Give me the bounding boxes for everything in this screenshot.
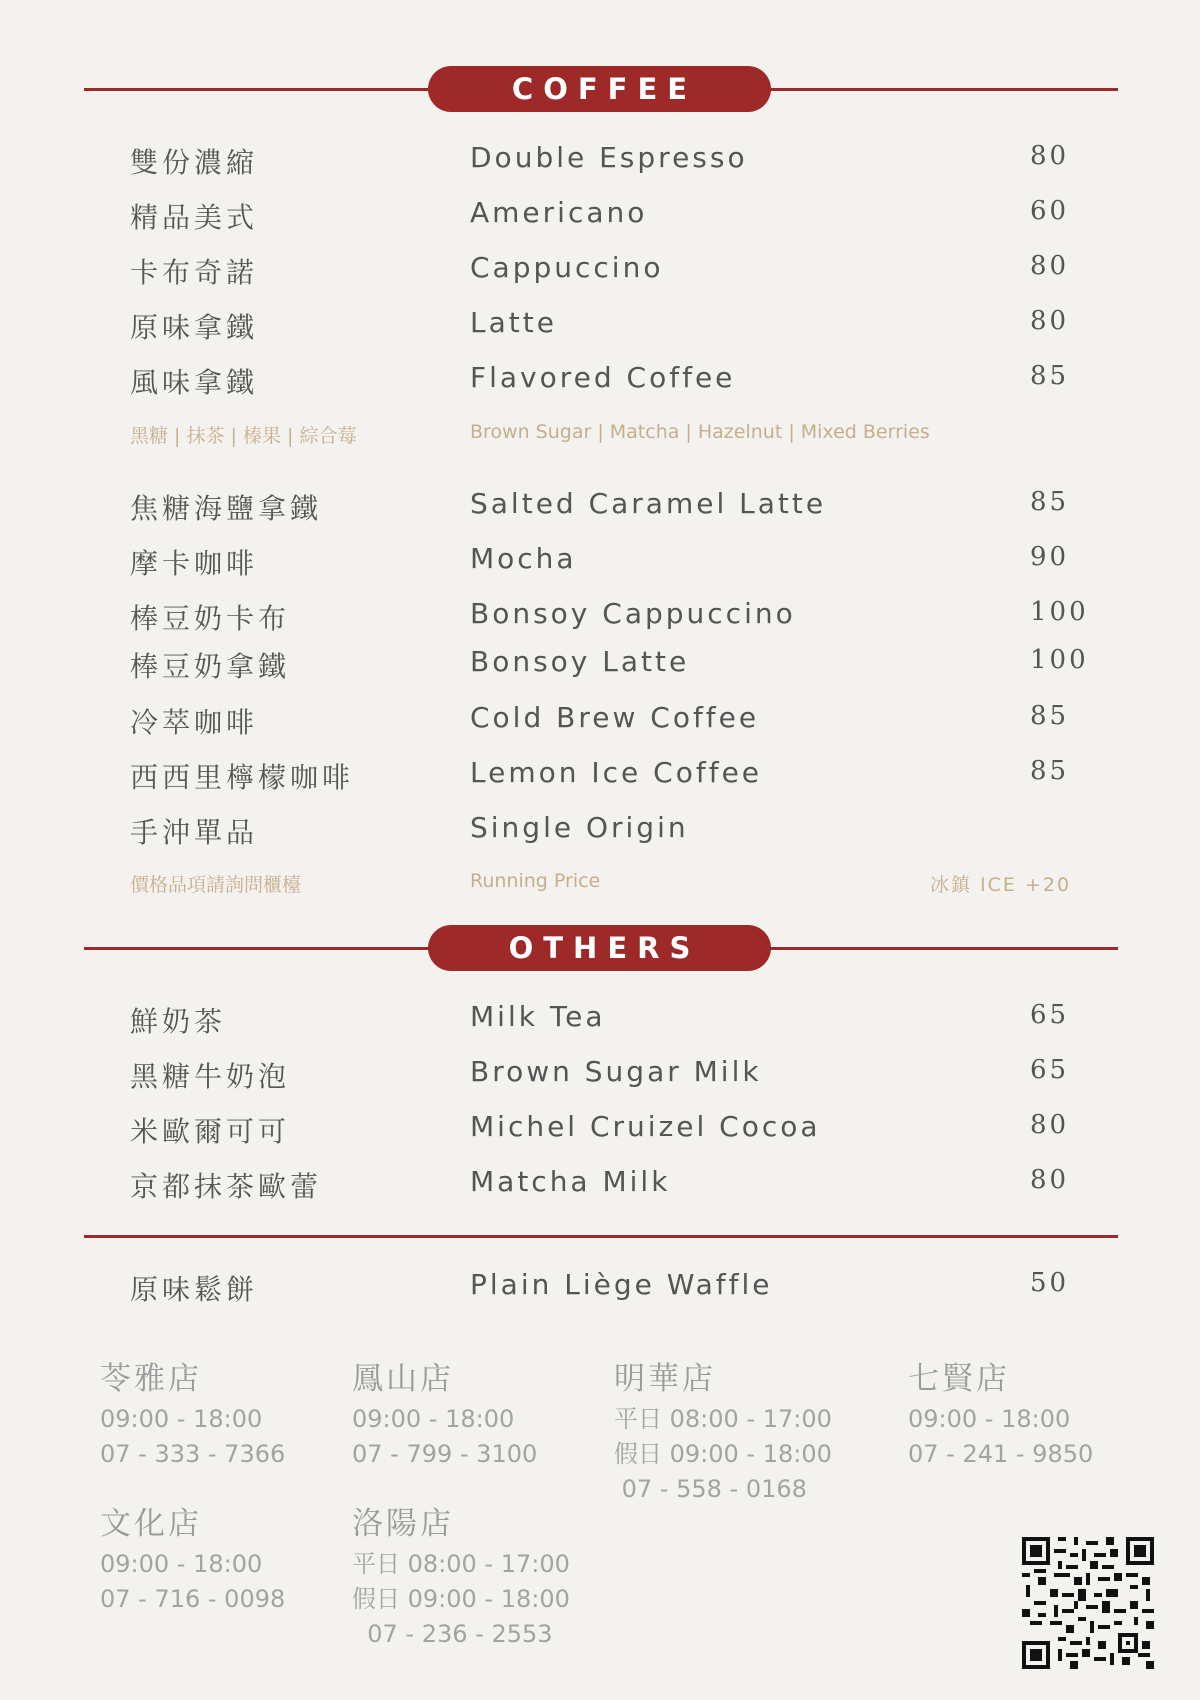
- item-name-zh: 風味拿鐵: [130, 366, 259, 399]
- flavor-note-en: Brown Sugar | Matcha | Hazelnut | Mixed Berries: [470, 421, 930, 443]
- menu-item: [0, 1165, 1200, 1209]
- item-name-zh: 原味拿鐵: [130, 311, 259, 344]
- item-price: 65: [1030, 1000, 1070, 1030]
- store-wenhua: [100, 1498, 285, 1617]
- item-name-zh: 西西里檸檬咖啡: [130, 761, 355, 794]
- others-section-title: OTHERS: [428, 925, 771, 971]
- item-name-en: Lemon Ice Coffee: [470, 756, 763, 789]
- store-minghua: [614, 1353, 832, 1507]
- single-origin-note-en: Running Price: [470, 870, 601, 892]
- menu-item: [0, 1055, 1200, 1099]
- section-divider: [84, 1235, 1118, 1238]
- item-name-zh: 米歐爾可可: [130, 1115, 291, 1148]
- item-name-zh: 原味鬆餅: [130, 1273, 259, 1306]
- item-price: 80: [1030, 306, 1070, 336]
- store-phone: 07 - 241 - 9850: [908, 1440, 1094, 1468]
- item-price: 85: [1030, 756, 1070, 786]
- menu-item: [0, 141, 1200, 185]
- menu-item: [0, 756, 1200, 800]
- store-name: 七賢店: [908, 1361, 1010, 1397]
- menu-item: [0, 542, 1200, 586]
- menu-item: [0, 306, 1200, 350]
- item-name-en: Bonsoy Latte: [470, 645, 690, 678]
- menu-item: [0, 1000, 1200, 1044]
- store-fengshan: [352, 1353, 537, 1472]
- store-name: 明華店: [614, 1361, 716, 1397]
- menu-item: [0, 811, 1200, 855]
- item-name-en: Michel Cruizel Cocoa: [470, 1110, 821, 1143]
- flavor-note-zh: 黑糖 | 抹茶 | 榛果 | 綜合莓: [130, 425, 357, 447]
- menu-item: [0, 1268, 1200, 1312]
- store-luoyang: [352, 1498, 570, 1652]
- store-phone: 07 - 799 - 3100: [352, 1440, 538, 1468]
- item-name-en: Flavored Coffee: [470, 361, 736, 394]
- item-name-en: Matcha Milk: [470, 1165, 671, 1198]
- item-price: 85: [1030, 361, 1070, 391]
- menu-item: [0, 487, 1200, 531]
- item-name-en: Americano: [470, 196, 648, 229]
- item-price: 65: [1030, 1055, 1070, 1085]
- item-price: 80: [1030, 141, 1070, 171]
- menu-item: [0, 1110, 1200, 1154]
- ice-note: 冰鎮 ICE +20: [930, 874, 1072, 896]
- store-lingya: [100, 1353, 285, 1472]
- item-price: 85: [1030, 701, 1070, 731]
- qr-code-icon[interactable]: [1022, 1537, 1154, 1669]
- item-name-en: Salted Caramel Latte: [470, 487, 827, 520]
- item-name-en: Latte: [470, 306, 557, 339]
- item-name-zh: 摩卡咖啡: [130, 547, 259, 580]
- item-name-en: Cold Brew Coffee: [470, 701, 760, 734]
- others-section-header: [0, 925, 1200, 971]
- menu-item: [0, 361, 1200, 405]
- coffee-section-title: COFFEE: [428, 66, 771, 112]
- item-name-en: Plain Liège Waffle: [470, 1268, 773, 1301]
- item-name-zh: 棒豆奶卡布: [130, 602, 291, 635]
- item-name-en: Mocha: [470, 542, 577, 575]
- item-price: 80: [1030, 1165, 1070, 1195]
- item-name-en: Double Espresso: [470, 141, 748, 174]
- item-name-en: Single Origin: [470, 811, 689, 844]
- item-name-zh: 手沖單品: [130, 816, 259, 849]
- item-name-en: Cappuccino: [470, 251, 664, 284]
- store-phone: 07 - 558 - 0168: [614, 1475, 807, 1503]
- menu-item: [0, 251, 1200, 295]
- item-price: 85: [1030, 487, 1070, 517]
- item-name-zh: 京都抹茶歐蕾: [130, 1170, 323, 1203]
- item-price: 100: [1030, 645, 1089, 675]
- menu-item: [0, 701, 1200, 745]
- store-weekend-hours: 假日 09:00 - 18:00: [614, 1440, 832, 1468]
- item-name-zh: 鮮奶茶: [130, 1005, 227, 1038]
- item-price: 50: [1030, 1268, 1070, 1298]
- item-name-zh: 雙份濃縮: [130, 146, 259, 179]
- menu-item: [0, 597, 1200, 641]
- store-name: 苓雅店: [100, 1361, 202, 1397]
- item-name-zh: 冷萃咖啡: [130, 706, 259, 739]
- store-name: 洛陽店: [352, 1506, 454, 1542]
- item-name-zh: 卡布奇諾: [130, 256, 259, 289]
- single-origin-note-zh: 價格品項請詢問櫃檯: [130, 874, 302, 896]
- store-name: 鳳山店: [352, 1361, 454, 1397]
- store-hours: 09:00 - 18:00: [100, 1405, 263, 1433]
- store-qixian: [908, 1353, 1093, 1472]
- store-phone: 07 - 716 - 0098: [100, 1585, 286, 1613]
- item-name-zh: 棒豆奶拿鐵: [130, 650, 291, 683]
- store-name: 文化店: [100, 1506, 202, 1542]
- item-price: 80: [1030, 251, 1070, 281]
- menu-item: [0, 196, 1200, 240]
- item-name-zh: 焦糖海鹽拿鐵: [130, 492, 323, 525]
- item-name-zh: 黑糖牛奶泡: [130, 1060, 291, 1093]
- item-price: 100: [1030, 597, 1089, 627]
- coffee-section-header: [0, 66, 1200, 112]
- store-phone: 07 - 333 - 7366: [100, 1440, 286, 1468]
- store-phone: 07 - 236 - 2553: [352, 1620, 553, 1648]
- store-weekday-hours: 平日 08:00 - 17:00: [352, 1550, 570, 1578]
- item-name-zh: 精品美式: [130, 201, 259, 234]
- item-name-en: Milk Tea: [470, 1000, 606, 1033]
- item-name-en: Bonsoy Cappuccino: [470, 597, 796, 630]
- store-hours: 09:00 - 18:00: [100, 1550, 263, 1578]
- item-price: 90: [1030, 542, 1070, 572]
- item-price: 80: [1030, 1110, 1070, 1140]
- store-hours: 09:00 - 18:00: [908, 1405, 1071, 1433]
- store-weekday-hours: 平日 08:00 - 17:00: [614, 1405, 832, 1433]
- item-name-en: Brown Sugar Milk: [470, 1055, 762, 1088]
- menu-item: [0, 645, 1200, 689]
- store-weekend-hours: 假日 09:00 - 18:00: [352, 1585, 570, 1613]
- store-hours: 09:00 - 18:00: [352, 1405, 515, 1433]
- item-price: 60: [1030, 196, 1070, 226]
